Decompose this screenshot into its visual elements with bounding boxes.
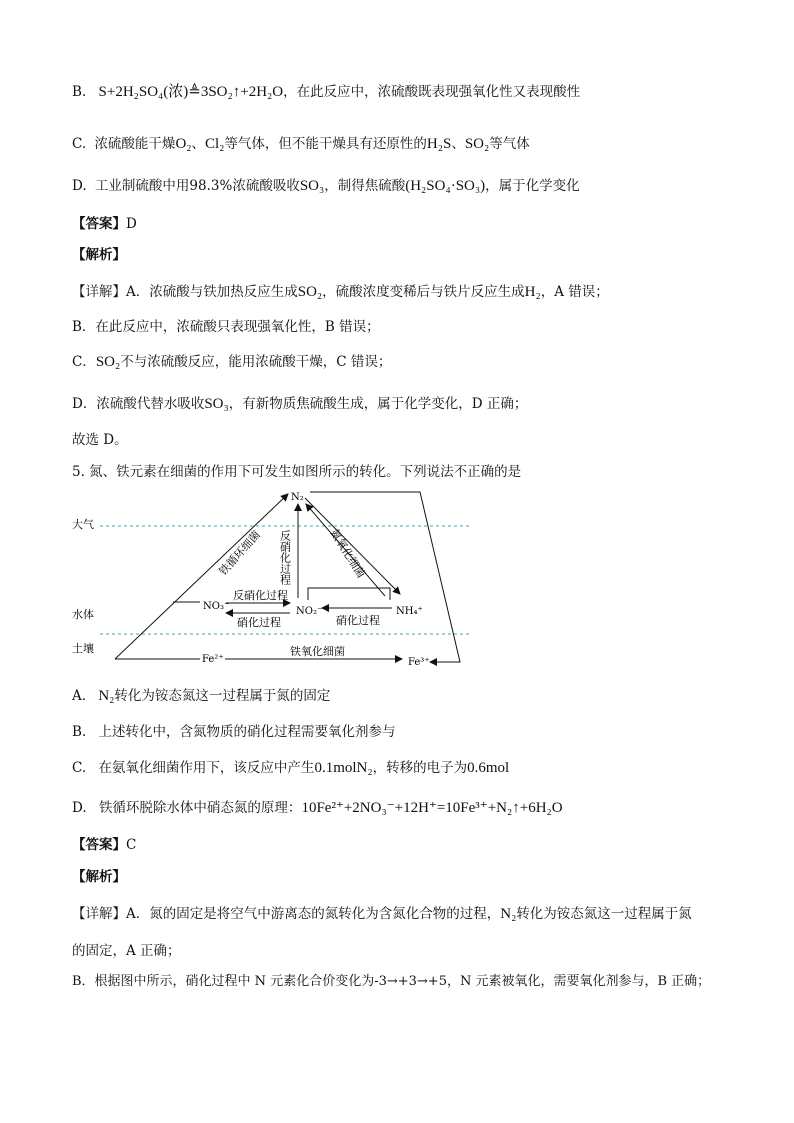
- formula-so2: SO₂: [464, 136, 490, 152]
- option-text: 在氨氧化细菌作用下，该反应中产生: [98, 760, 315, 776]
- answer-tag: 【答案】: [72, 837, 126, 853]
- q5-option-c: [72, 758, 509, 778]
- nitrogen-iron-diagram: [0, 482, 794, 682]
- option-c: [72, 134, 530, 154]
- formula-o2: O₂: [175, 136, 192, 152]
- answer-value: D: [126, 216, 137, 232]
- option-label: A.: [72, 688, 87, 704]
- q5-explanation-b: B．根据图中所示，硝化过程中 N 元素化合价变化为-3→+3→+5，N 元素被氧化，需要氧化剂参与，B 正确；: [72, 974, 711, 989]
- q5-explanation-a-cont: 的固定，A 正确；: [72, 943, 181, 959]
- formula-h2s: H₂S: [426, 136, 452, 152]
- answer-2: [72, 835, 136, 855]
- label-ammonia-oxidizing: 氨氧化细菌: [327, 526, 368, 581]
- species-nh4: NH₄⁺: [396, 606, 423, 617]
- explanation-text: 【详解】A．浓硫酸与铁加热反应生成: [72, 284, 298, 300]
- explanation-end: 故选 D。: [72, 432, 128, 448]
- amount-n2: 0.1molN₂: [314, 760, 373, 776]
- option-text: ，转移的电子为: [372, 760, 468, 776]
- answer-1: [72, 214, 137, 234]
- formula-so3: SO₃: [204, 396, 229, 412]
- option-label: B.: [72, 724, 87, 740]
- formula-n2: N₂: [500, 906, 517, 922]
- electron-value: 0.6mol: [467, 760, 510, 776]
- species-fe2: Fe²⁺: [202, 654, 224, 665]
- species-no3: NO₃⁻: [203, 601, 230, 612]
- explanation-text: 不与浓硫酸反应，能用浓硫酸干燥，C 错误；: [120, 354, 392, 370]
- separator: 、: [191, 136, 205, 152]
- explanation-b: B．在此反应中，浓硫酸只表现强氧化性，B 错误；: [72, 319, 380, 335]
- explanation-text: ，A 错误；: [540, 284, 609, 300]
- question-5-stem: 5. 氮、铁元素在细菌的作用下可发生如图所示的转化。下列说法不正确的是: [72, 464, 522, 480]
- explanation-text: 转化为铵态氮这一过程属于氮: [516, 906, 692, 922]
- explanation-text: ，硫酸浓度变稀后与铁片反应生成: [322, 284, 525, 300]
- option-text: ，在此反应中，浓硫酸既表现强氧化性又表现酸性: [283, 84, 581, 100]
- option-text: 工业制硫酸中用98.3%浓硫酸吸收: [94, 178, 300, 194]
- option-text: 浓硫酸能干燥: [94, 136, 176, 152]
- formula-h2: H₂: [524, 284, 541, 300]
- iron-equation: 10Fe²⁺+2NO₃⁻+12H⁺=10Fe³⁺+N₂↑+6H₂O: [301, 800, 563, 816]
- species-fe3: Fe³⁺: [408, 657, 430, 668]
- label-denitrification: 反硝化过程: [233, 589, 288, 602]
- arrow-n2-nh4: [305, 498, 400, 594]
- option-text: ，属于化学变化: [485, 178, 580, 194]
- label-iron-bacteria: 铁循环细菌: [216, 528, 264, 579]
- arrow-outer-right: [310, 492, 460, 662]
- reaction-formula: S+2H₂SO₄(浓)≜3SO₂↑+2H₂O: [98, 84, 284, 100]
- explanation-text: D．浓硫酸代替水吸收: [72, 396, 205, 412]
- q5-option-b: [72, 722, 396, 742]
- label-denitrification-vertical: 反硝化过程: [278, 530, 292, 585]
- separator: 、: [451, 136, 465, 152]
- species-n2: N₂: [291, 492, 304, 503]
- q5-option-a: [72, 686, 330, 706]
- option-label: D.: [72, 800, 87, 816]
- explanation-a: [72, 282, 609, 302]
- option-label: C.: [72, 136, 87, 152]
- label-water: 水体: [72, 608, 94, 621]
- option-text: 等气体，但不能干燥具有还原性的: [224, 136, 427, 152]
- label-atmosphere: 大气: [72, 518, 94, 531]
- option-b: [72, 82, 580, 102]
- analysis-tag-2: 【解析】: [72, 869, 126, 885]
- explanation-text: 【详解】A．氮的固定是将空气中游离态的氮转化为含氮化合物的过程，: [72, 906, 501, 922]
- explanation-c: [72, 352, 391, 372]
- q5-option-d: [72, 798, 563, 818]
- option-text: ，制得焦硫酸: [324, 178, 406, 194]
- species-no2: NO₂⁻: [296, 606, 323, 617]
- explanation-text: ，有新物质焦硫酸生成，属于化学变化，D 正确；: [228, 396, 528, 412]
- formula-pyrosulfuric: (H₂SO₄·SO₃): [405, 178, 486, 194]
- line-no2-bracket: [308, 588, 390, 600]
- explanation-text: C．: [72, 354, 96, 370]
- answer-value: C: [126, 837, 137, 853]
- option-label: B.: [72, 84, 87, 100]
- label-soil: 土壤: [72, 642, 94, 655]
- option-label: C.: [72, 760, 87, 776]
- analysis-tag-1: 【解析】: [72, 247, 126, 263]
- formula-so2: SO₂: [297, 284, 323, 300]
- label-iron-oxidizing: 铁氧化细菌: [290, 645, 345, 658]
- formula-so2: SO₂: [95, 354, 121, 370]
- option-label: D.: [72, 178, 87, 194]
- label-nitrification-1: 硝化过程: [237, 616, 281, 629]
- option-text: 等气体: [489, 136, 530, 152]
- answer-tag: 【答案】: [72, 216, 126, 232]
- formula-so3: SO₃: [299, 178, 325, 194]
- formula-cl2: Cl₂: [205, 136, 225, 152]
- explanation-d: [72, 394, 527, 414]
- option-text: 转化为铵态氮这一过程属于氮的固定: [114, 688, 331, 704]
- option-text: 铁循环脱除水体中硝态氮的原理：: [98, 800, 302, 816]
- label-nitrification-2: 硝化过程: [336, 614, 380, 627]
- option-text: 上述转化中，含氮物质的硝化过程需要氧化剂参与: [98, 724, 396, 740]
- option-d: [72, 176, 580, 196]
- formula-n2: N₂: [98, 688, 115, 704]
- q5-explanation-a: [72, 904, 692, 924]
